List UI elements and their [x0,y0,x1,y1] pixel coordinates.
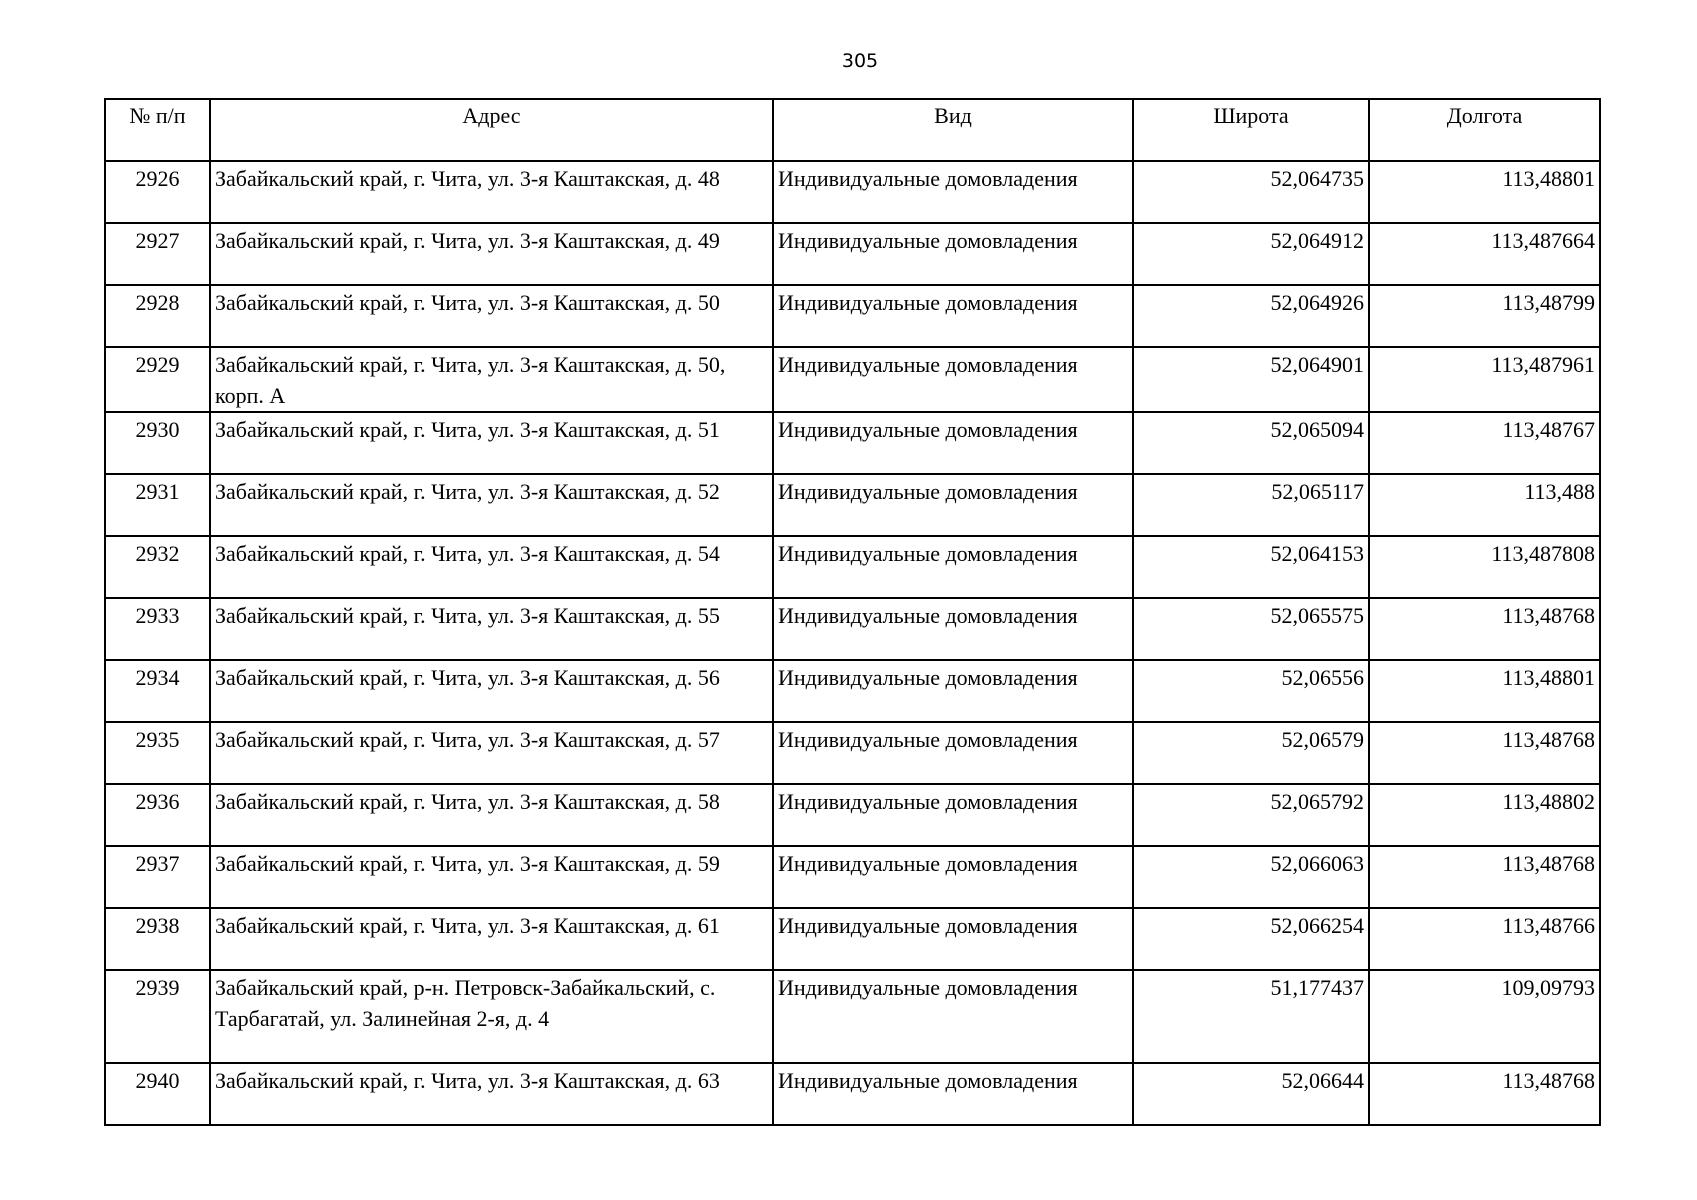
longitude-cell: 113,48801 [1369,660,1600,722]
address-cell: Забайкальский край, г. Чита, ул. 3-я Каштакская, д. 51 [210,412,773,474]
row-number-cell: 2931 [105,474,210,536]
table-row [105,908,1600,970]
address-cell: Забайкальский край, г. Чита, ул. 3-я Каштакская, д. 55 [210,598,773,660]
latitude-cell: 51,177437 [1133,970,1369,1063]
type-cell: Индивидуальные домовладения [773,285,1133,347]
latitude-cell: 52,064901 [1133,347,1369,412]
address-cell: Забайкальский край, г. Чита, ул. 3-я Каштакская, д. 56 [210,660,773,722]
type-cell: Индивидуальные домовладения [773,474,1133,536]
type-cell: Индивидуальные домовладения [773,1063,1133,1125]
header-latitude: Широта [1133,99,1369,161]
longitude-cell: 113,488 [1369,474,1600,536]
latitude-cell: 52,066063 [1133,846,1369,908]
table-row [105,536,1600,598]
row-number-cell: 2932 [105,536,210,598]
longitude-cell: 113,487808 [1369,536,1600,598]
type-cell: Индивидуальные домовладения [773,161,1133,223]
latitude-cell: 52,066254 [1133,908,1369,970]
address-cell: Забайкальский край, г. Чита, ул. 3-я Каштакская, д. 63 [210,1063,773,1125]
longitude-cell: 113,48801 [1369,161,1600,223]
header-address: Адрес [210,99,773,161]
type-cell: Индивидуальные домовладения [773,846,1133,908]
table-row [105,660,1600,722]
table-row [105,784,1600,846]
row-number-cell: 2929 [105,347,210,412]
longitude-cell: 113,48802 [1369,784,1600,846]
table-row [105,598,1600,660]
type-cell: Индивидуальные домовладения [773,908,1133,970]
address-cell: Забайкальский край, г. Чита, ул. 3-я Каштакская, д. 48 [210,161,773,223]
longitude-cell: 113,48768 [1369,846,1600,908]
longitude-cell: 113,48766 [1369,908,1600,970]
address-cell: Забайкальский край, г. Чита, ул. 3-я Каштакская, д. 50, корп. А [210,347,773,412]
row-number-cell: 2938 [105,908,210,970]
table-row [105,285,1600,347]
longitude-cell: 113,487664 [1369,223,1600,285]
table-row [105,161,1600,223]
header-num: № п/п [105,99,210,161]
latitude-cell: 52,064735 [1133,161,1369,223]
row-number-cell: 2927 [105,223,210,285]
address-cell: Забайкальский край, г. Чита, ул. 3-я Каштакская, д. 50 [210,285,773,347]
type-cell: Индивидуальные домовладения [773,970,1133,1063]
type-cell: Индивидуальные домовладения [773,598,1133,660]
latitude-cell: 52,06556 [1133,660,1369,722]
table-row [105,970,1600,1063]
address-cell: Забайкальский край, г. Чита, ул. 3-я Каштакская, д. 52 [210,474,773,536]
latitude-cell: 52,065117 [1133,474,1369,536]
address-cell: Забайкальский край, г. Чита, ул. 3-я Каштакская, д. 59 [210,846,773,908]
type-cell: Индивидуальные домовладения [773,347,1133,412]
latitude-cell: 52,064926 [1133,285,1369,347]
longitude-cell: 113,48768 [1369,598,1600,660]
row-number-cell: 2940 [105,1063,210,1125]
longitude-cell: 113,48799 [1369,285,1600,347]
address-cell: Забайкальский край, р-н. Петровск-Забайкальский, с. Тарбагатай, ул. Залинейная 2-я, д. 4 [210,970,773,1063]
table-row [105,846,1600,908]
longitude-cell: 113,48768 [1369,1063,1600,1125]
type-cell: Индивидуальные домовладения [773,784,1133,846]
latitude-cell: 52,065792 [1133,784,1369,846]
table-row [105,1063,1600,1125]
row-number-cell: 2934 [105,660,210,722]
header-type: Вид [773,99,1133,161]
longitude-cell: 113,48768 [1369,722,1600,784]
type-cell: Индивидуальные домовладения [773,536,1133,598]
latitude-cell: 52,065094 [1133,412,1369,474]
table-row [105,722,1600,784]
row-number-cell: 2939 [105,970,210,1063]
address-cell: Забайкальский край, г. Чита, ул. 3-я Каштакская, д. 58 [210,784,773,846]
row-number-cell: 2933 [105,598,210,660]
table-row [105,474,1600,536]
latitude-cell: 52,065575 [1133,598,1369,660]
table-row [105,347,1600,412]
type-cell: Индивидуальные домовладения [773,722,1133,784]
address-cell: Забайкальский край, г. Чита, ул. 3-я Каштакская, д. 57 [210,722,773,784]
longitude-cell: 113,487961 [1369,347,1600,412]
latitude-cell: 52,064153 [1133,536,1369,598]
longitude-cell: 113,48767 [1369,412,1600,474]
row-number-cell: 2937 [105,846,210,908]
latitude-cell: 52,06579 [1133,722,1369,784]
table-header-row [105,99,1600,161]
row-number-cell: 2930 [105,412,210,474]
type-cell: Индивидуальные домовладения [773,660,1133,722]
address-cell: Забайкальский край, г. Чита, ул. 3-я Каштакская, д. 49 [210,223,773,285]
address-registry-table [104,98,1601,1126]
row-number-cell: 2926 [105,161,210,223]
row-number-cell: 2935 [105,722,210,784]
table-row [105,412,1600,474]
address-cell: Забайкальский край, г. Чита, ул. 3-я Каштакская, д. 54 [210,536,773,598]
table-row [105,223,1600,285]
type-cell: Индивидуальные домовладения [773,223,1133,285]
page-number: 305 [841,50,879,72]
latitude-cell: 52,06644 [1133,1063,1369,1125]
type-cell: Индивидуальные домовладения [773,412,1133,474]
address-cell: Забайкальский край, г. Чита, ул. 3-я Каштакская, д. 61 [210,908,773,970]
latitude-cell: 52,064912 [1133,223,1369,285]
header-longitude: Долгота [1369,99,1600,161]
longitude-cell: 109,09793 [1369,970,1600,1063]
row-number-cell: 2928 [105,285,210,347]
row-number-cell: 2936 [105,784,210,846]
